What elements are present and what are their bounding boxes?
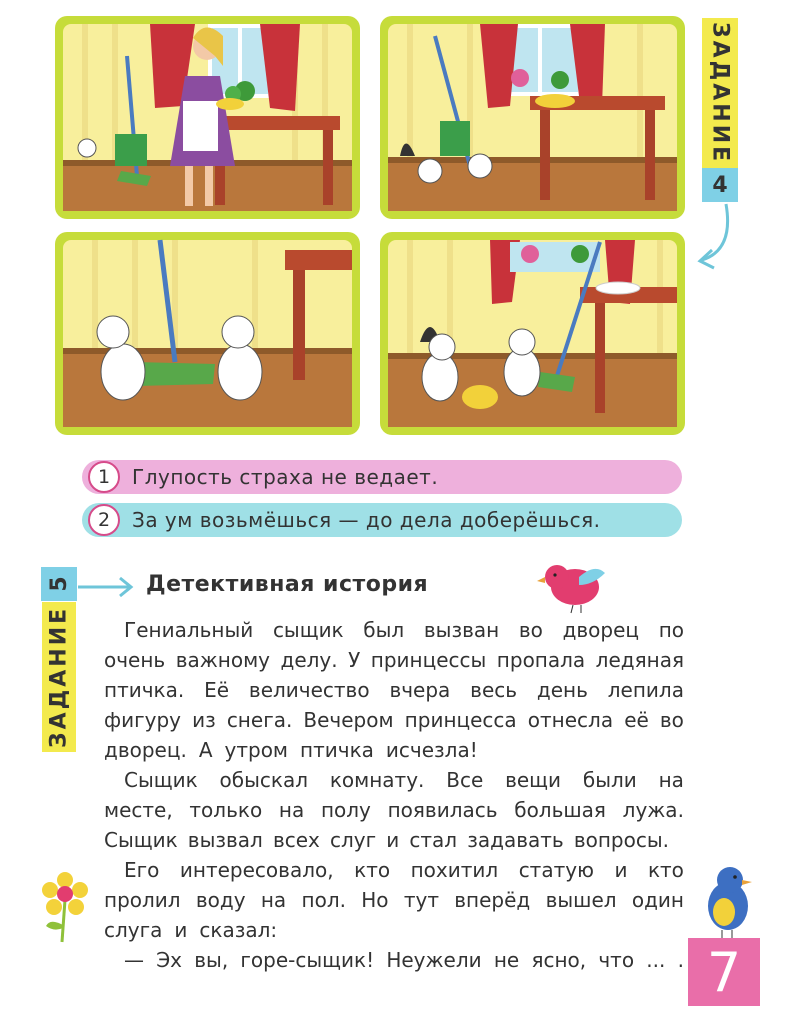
word: — xyxy=(124,948,144,972)
word: У xyxy=(348,648,361,672)
word: полу xyxy=(320,798,371,822)
word: Вечером xyxy=(303,708,394,732)
word: во xyxy=(518,618,543,642)
story-line-9 xyxy=(104,855,684,885)
story-line-12 xyxy=(104,945,684,975)
comic-panel-3 xyxy=(55,232,360,435)
word: вызвал xyxy=(187,828,263,852)
word: что xyxy=(598,948,635,972)
word: ... xyxy=(646,948,666,972)
word: из xyxy=(192,708,216,732)
word: лепила xyxy=(607,678,684,702)
word: и xyxy=(386,828,400,852)
task-5-number: 5 xyxy=(41,567,77,601)
word: птичка. xyxy=(104,678,185,702)
option-1-text: Глупость страха не ведает. xyxy=(132,465,439,489)
word: птичка xyxy=(300,738,374,762)
story-line-1 xyxy=(104,615,684,645)
word: и xyxy=(174,918,188,942)
word: делу. xyxy=(280,648,338,672)
pink-bird-icon xyxy=(535,555,610,615)
word: . xyxy=(677,948,684,972)
flower-icon xyxy=(40,870,90,945)
word: и xyxy=(614,858,628,882)
word: вещи xyxy=(505,768,562,792)
word: слуг xyxy=(330,828,377,852)
story-line-2 xyxy=(104,645,684,675)
option-2[interactable] xyxy=(82,503,682,537)
word: принцессы xyxy=(370,648,487,672)
option-2-text: За ум возьмёшься — до дела доберёшься. xyxy=(132,508,601,532)
blue-bird-icon xyxy=(700,862,760,940)
comic-panel-1 xyxy=(55,16,360,219)
word: Сыщик xyxy=(104,828,178,852)
panel-1-scene xyxy=(55,16,360,219)
word: Все xyxy=(446,768,484,792)
word: интересовало, xyxy=(179,858,334,882)
word: кто xyxy=(354,858,391,882)
word: слуга xyxy=(104,918,163,942)
task-4-label: ЗАДАНИЕ xyxy=(702,18,738,168)
task-5-arrow-icon xyxy=(76,575,136,599)
word: вчера xyxy=(389,678,451,702)
word: ледяная xyxy=(595,648,684,672)
word: был xyxy=(363,618,405,642)
word: утром xyxy=(224,738,289,762)
word: пролил xyxy=(104,888,181,912)
word: на xyxy=(260,888,287,912)
word: сказал: xyxy=(199,918,278,942)
word: стал xyxy=(409,828,458,852)
word: сыщик xyxy=(272,618,344,642)
comic-panel-2 xyxy=(380,16,685,219)
word: горе-сыщик! xyxy=(240,948,375,972)
word: величество xyxy=(248,678,370,702)
word: на xyxy=(658,768,684,792)
word: были xyxy=(582,768,637,792)
panel-2-scene xyxy=(380,16,685,219)
word: всех xyxy=(272,828,320,852)
story-text xyxy=(104,615,684,975)
word: лужа. xyxy=(622,798,684,822)
word: пол. xyxy=(301,888,346,912)
word: задавать xyxy=(467,828,564,852)
word: отнесла xyxy=(527,708,614,732)
word: А xyxy=(198,738,213,762)
word: большая xyxy=(514,798,606,822)
word: весь xyxy=(470,678,518,702)
story-line-3 xyxy=(104,675,684,705)
word: на xyxy=(278,798,305,822)
word: ясно, xyxy=(531,948,587,972)
story-line-4 xyxy=(104,705,684,735)
word: статую xyxy=(518,858,594,882)
word: её xyxy=(624,708,649,732)
word: дворец. xyxy=(104,738,187,762)
word: очень xyxy=(104,648,166,672)
task-4-number: 4 xyxy=(702,168,738,202)
word: фигуру xyxy=(104,708,181,732)
word: не xyxy=(493,948,520,972)
word: пропала xyxy=(496,648,586,672)
panel-4-scene xyxy=(380,232,685,435)
word: обыскал xyxy=(219,768,308,792)
task-5-label: ЗАДАНИЕ xyxy=(42,602,76,752)
comic-panel-4 xyxy=(380,232,685,435)
word: Её xyxy=(204,678,230,702)
option-2-number: 2 xyxy=(88,504,120,536)
word: кто xyxy=(647,858,684,882)
word: по xyxy=(658,618,684,642)
word: месте, xyxy=(104,798,173,822)
word: снега. xyxy=(226,708,293,732)
word: вызван xyxy=(423,618,500,642)
story-line-10 xyxy=(104,885,684,915)
word: появилась xyxy=(387,798,498,822)
word: тут xyxy=(403,888,439,912)
word: принцесса xyxy=(404,708,517,732)
story-line-7 xyxy=(104,795,684,825)
word: комнату. xyxy=(329,768,425,792)
word: Неужели xyxy=(386,948,482,972)
story-line-11 xyxy=(104,915,684,945)
word: вы, xyxy=(194,948,229,972)
word: Его xyxy=(124,858,160,882)
word: воду xyxy=(195,888,246,912)
word: важному xyxy=(175,648,271,672)
word: один xyxy=(631,888,684,912)
word: похитил xyxy=(410,858,499,882)
task-4-arrow-icon xyxy=(690,200,750,275)
word: исчезла! xyxy=(385,738,478,762)
option-1-number: 1 xyxy=(88,461,120,493)
word: только xyxy=(189,798,263,822)
word: Но xyxy=(361,888,389,912)
word: вышел xyxy=(545,888,617,912)
story-line-5 xyxy=(104,735,684,765)
word: во xyxy=(659,708,684,732)
word: Гениальный xyxy=(124,618,254,642)
word: дворец xyxy=(562,618,640,642)
story-line-8 xyxy=(104,825,669,855)
word: Эх xyxy=(156,948,183,972)
word: вопросы. xyxy=(573,828,669,852)
option-1[interactable] xyxy=(82,460,682,494)
word: Сыщик xyxy=(124,768,198,792)
page-number: 7 xyxy=(688,938,760,1006)
panel-3-scene xyxy=(55,232,360,435)
story-title: Детективная история xyxy=(146,572,429,597)
story-line-6 xyxy=(104,765,684,795)
word: вперёд xyxy=(454,888,531,912)
word: день xyxy=(536,678,588,702)
